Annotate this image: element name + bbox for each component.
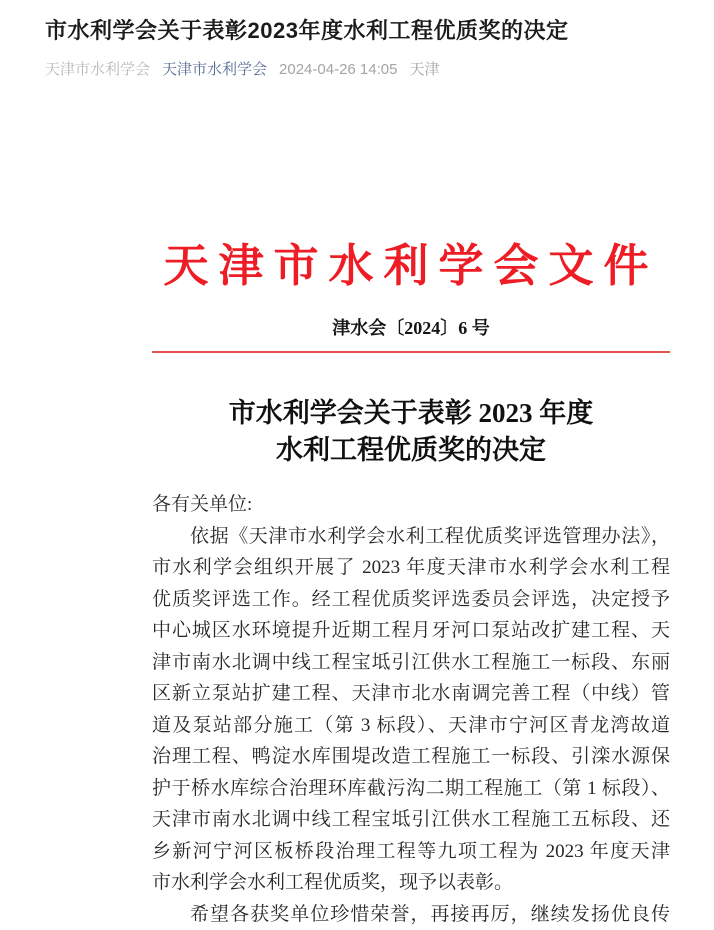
doc-line: 乡新河宁河区板桥段治理工程等九项工程为 2023 年度天津 [152,836,670,868]
publish-datetime: 2024-04-26 14:05 [279,60,397,80]
byline [45,60,669,80]
doc-line: 区新立泵站扩建工程、天津市北水南调完善工程（中线）管 [152,678,670,710]
doc-letterhead: 天津市水利学会文件 [152,240,670,292]
doc-line: 治理工程、鸭淀水库围堤改造工程施工一标段、引滦水源保 [152,741,670,773]
doc-line: 津市南水北调中线工程宝坻引江供水工程施工一标段、东丽 [152,647,670,679]
account-link[interactable]: 天津市水利学会 [162,60,267,80]
article-title: 市水利学会关于表彰2023年度水利工程优质奖的决定 [45,16,669,46]
doc-line: 道及泵站部分施工（第 3 标段）、天津市宁河区青龙湾故道 [152,710,670,742]
publish-location: 天津 [409,60,439,80]
author-name: 天津市水利学会 [45,60,150,80]
article-header [0,0,714,80]
doc-number: 津水会〔2024〕6 号 [152,318,670,338]
doc-line: 天津市南水北调中线工程宝坻引江供水工程施工五标段、还 [152,804,670,836]
doc-body [152,489,670,930]
doc-line: 市水利学会水利工程优质奖，现予以表彰。 [152,867,670,899]
doc-title-line-1: 市水利学会关于表彰 2023 年度 [152,395,670,432]
doc-salutation: 各有关单位: [152,489,670,521]
red-divider [152,351,670,353]
doc-line: 护于桥水库综合治理环库截污沟二期工程施工（第 1 标段）、 [152,773,670,805]
doc-line: 优质奖评选工作。经工程优质奖评选委员会评选，决定授予 [152,584,670,616]
doc-title [152,395,670,469]
doc-line-clipped: 希望各获奖单位珍惜荣誉，再接再厉，继续发扬优良传 [152,899,670,930]
official-document-image[interactable] [0,240,714,930]
doc-title-line-2: 水利工程优质奖的决定 [152,432,670,469]
doc-line: 中心城区水环境提升近期工程月牙河口泵站改扩建工程、天 [152,615,670,647]
doc-line: 依据《天津市水利学会水利工程优质奖评选管理办法》， [152,521,670,553]
doc-line: 市水利学会组织开展了 2023 年度天津市水利学会水利工程 [152,552,670,584]
